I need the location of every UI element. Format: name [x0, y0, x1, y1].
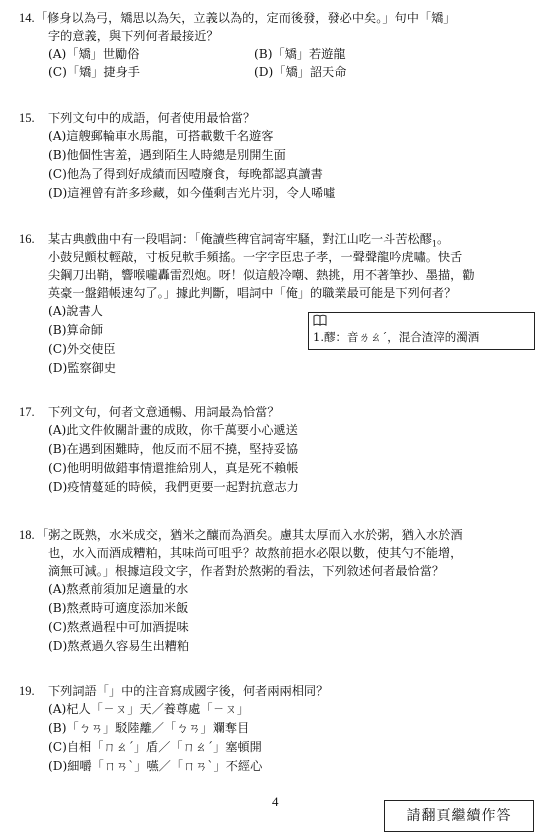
question-stem-line: 也，水入而酒成糟粕，其味尚可咀乎？故熬前挹水必限以數，使其勺不能增，: [48, 546, 463, 560]
question-stem-line: 「修身以為弓，矯思以為矢，立義以為的，定而後發，發必中矣。」句中「矯」: [35, 11, 456, 25]
question-stem-text: 某古典戲曲中有一段唱詞：「俺讀些稗官詞寄牢騷，對江山吃一斗苦松醪: [48, 232, 432, 246]
question-stem-line: 下列文句中的成語，何者使用最恰當？: [48, 111, 256, 125]
question-number: 15.: [19, 111, 35, 125]
option-d[interactable]: (D)熬煮過久容易生出糟粕: [48, 639, 190, 653]
question-number: 14.: [19, 11, 35, 25]
option-a[interactable]: (A)說書人: [48, 304, 103, 318]
question-number: 19.: [19, 684, 35, 698]
footnote-marker: 1: [431, 239, 437, 249]
question-stem-line: 下列詞語「」中的注音寫成國字後，何者兩兩相同？: [48, 684, 329, 698]
question-stem-line: 字的意義，與下列何者最接近？: [48, 29, 219, 43]
option-c[interactable]: (C)他明明做錯事情還推給別人，真是死不賴帳: [48, 461, 299, 475]
option-a[interactable]: (A)熬煮前須加足適量的水: [48, 582, 189, 596]
option-c[interactable]: (C)他為了得到好成績而因噎廢食，每晚都認真讀書: [48, 167, 323, 181]
page-number: 4: [272, 794, 279, 809]
option-d[interactable]: (D)疫情蔓延的時候，我們更要一起對抗意志力: [48, 480, 299, 494]
option-b[interactable]: (B)熬煮時可適度添加米飯: [48, 601, 189, 615]
question-stem-text: 。: [437, 232, 450, 246]
option-d[interactable]: (D)這裡曾有許多珍藏，如今僅剩吉光片羽，令人唏噓: [48, 186, 336, 200]
option-b[interactable]: (B)算命師: [48, 323, 104, 337]
question-stem-line: 小鼓兒顫杖輕敲，寸板兒軟手頻搖。一字字臣忠子孝，一聲聲龍吟虎嘯。快舌: [48, 250, 463, 264]
option-c[interactable]: (C)自相「ㄇㄠˊ」盾／「ㄇㄠˊ」塞頓開: [48, 740, 262, 754]
question-stem-line: 尖鋼刀出鞘，響喉嚨轟雷烈炮。呀！似這般冷嘲、熱挑，用不著筆抄、墨描，勸: [48, 268, 475, 282]
option-b[interactable]: (B)「ㄅㄢ」駁陸離／「ㄅㄢ」斕奪目: [48, 721, 250, 735]
option-d[interactable]: (D)細嚼「ㄇㄢˋ」嚥／「ㄇㄢˋ」不經心: [48, 759, 263, 773]
option-b[interactable]: (B)他個性害羞，遇到陌生人時總是別開生面: [48, 148, 286, 162]
option-b[interactable]: (B)「矯」若遊龍: [254, 47, 346, 61]
question-stem-line: 「粥之既熟，水米成交，猶米之釀而為酒矣。慮其太厚而入水於粥，猶入水於酒: [36, 528, 463, 542]
question-stem-line: 滴無可減。」根據這段文字，作者對於熬粥的看法，下列敘述何者最恰當？: [48, 564, 445, 578]
option-c[interactable]: (C)外交使臣: [48, 342, 116, 356]
option-d[interactable]: (D)監察御史: [48, 361, 117, 375]
option-a[interactable]: (A)這艘郵輪車水馬龍，可搭載數千名遊客: [48, 129, 274, 143]
footnote-box: [308, 312, 535, 350]
option-b[interactable]: (B)在遇到困難時，他反而不屈不撓，堅持妥協: [48, 442, 299, 456]
option-d[interactable]: (D)「矯」詔天命: [254, 65, 347, 79]
turn-page-notice: 請翻頁繼續作答: [384, 800, 534, 832]
question-number: 17.: [19, 405, 35, 419]
question-number: 16.: [19, 232, 35, 246]
option-a[interactable]: (A)「矯」世勵俗: [48, 47, 140, 61]
option-a[interactable]: (A)此文件攸關計畫的成敗，你千萬要小心遞送: [48, 423, 298, 437]
option-a[interactable]: (A)杞人「ㄧㄡ」天／養尊處「ㄧㄡ」: [48, 702, 250, 716]
footnote-text: 1.醪：音ㄌㄠˊ，混合渣滓的濁酒: [313, 330, 480, 344]
question-stem-line: 英豪一盤錯帳速勾了。」據此判斷，唱詞中「俺」的職業最可能是下列何者？: [48, 286, 457, 300]
question-number: 18.: [19, 528, 35, 542]
option-c[interactable]: (C)「矯」捷身手: [48, 65, 140, 79]
option-c[interactable]: (C)熬煮過程中可加酒提味: [48, 620, 189, 634]
question-stem-line: 下列文句，何者文意通暢、用詞最為恰當？: [48, 405, 280, 419]
book-icon: [313, 314, 327, 326]
